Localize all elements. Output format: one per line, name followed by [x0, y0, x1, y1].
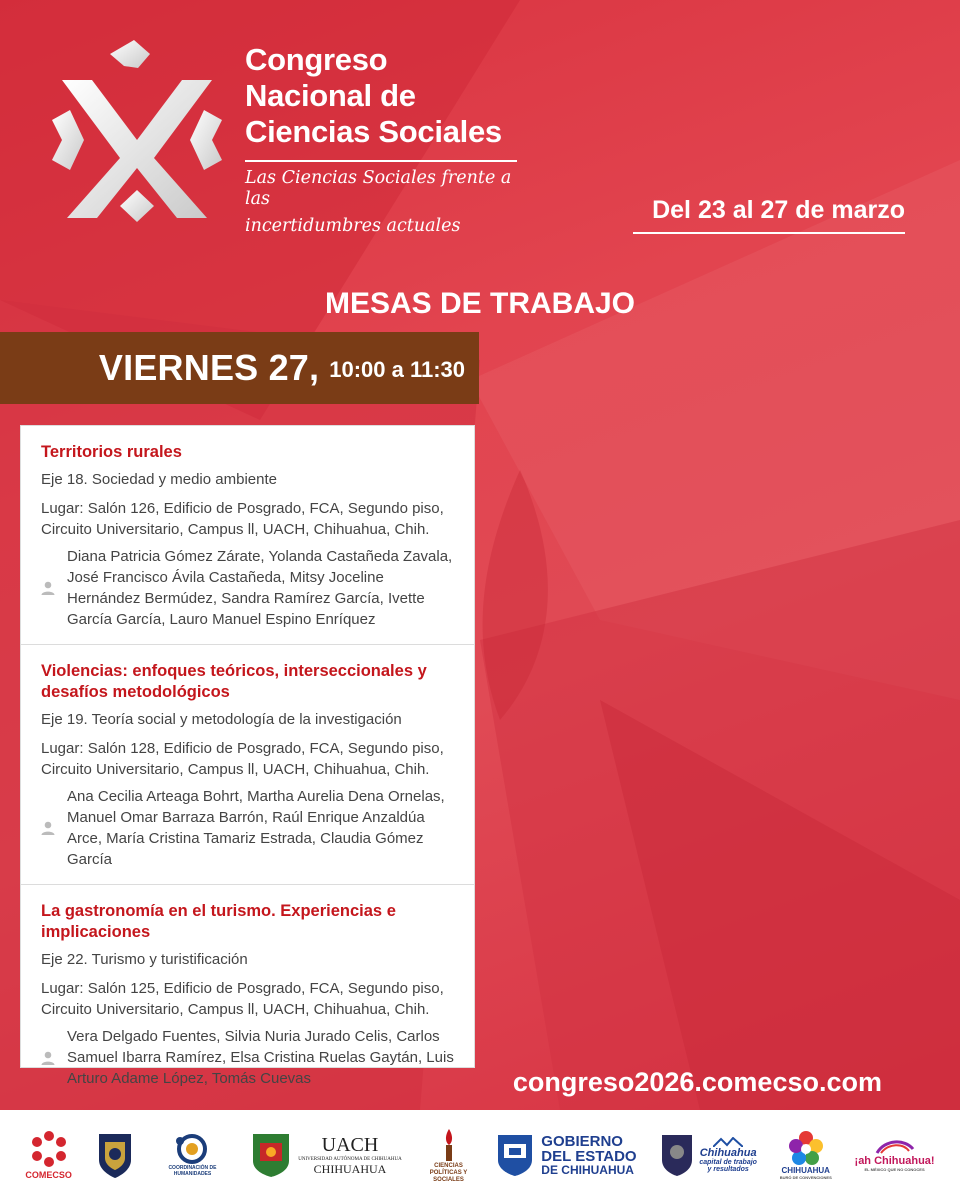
uach-logo	[250, 1131, 401, 1179]
ah-chihuahua-logo	[855, 1139, 935, 1172]
mountain-icon	[713, 1137, 743, 1147]
uach-label: UACH	[321, 1133, 379, 1156]
title-line: Nacional de	[245, 78, 416, 113]
ah-chihuahua-label: ¡ah Chihuahua!	[854, 1154, 935, 1167]
session-item	[21, 885, 474, 1103]
participant-names: Diana Patricia Gómez Zárate, Yolanda Castañeda Zavala, José Francisco Ávila Castañeda, Mitsy Joceline Hernández Bermúdez, Sandra Ramírez García, Ivette García García, Lauro Manuel Espino Enríquez	[67, 548, 453, 628]
subtitle-line: Las Ciencias Sociales frente a las	[245, 168, 512, 209]
sessions-card	[20, 425, 475, 1087]
municipio-label: capital de trabajo	[699, 1159, 757, 1166]
gobierno-label: GOBIERNO	[541, 1132, 623, 1150]
municipio-shield-icon	[659, 1132, 695, 1178]
divider	[633, 232, 905, 234]
ciencias-politicas-logo	[425, 1127, 473, 1184]
ah-chihuahua-sub-label: EL MÉXICO QUE NO CONOCES	[864, 1166, 925, 1172]
section-title: MESAS DE TRABAJO	[324, 287, 636, 320]
comecso-logo	[25, 1130, 72, 1180]
divider	[245, 160, 517, 162]
session-title: Violencias: enfoques teóricos, interseccionales y desafíos metodológicos	[41, 662, 427, 701]
congress-title-block	[245, 42, 525, 237]
person-icon	[41, 581, 67, 595]
gobierno-shield-icon	[495, 1132, 535, 1178]
event-dates: Del 23 al 27 de marzo	[652, 196, 905, 224]
chihuahua-buro-logo	[780, 1130, 832, 1180]
gobierno-label: DEL ESTADO	[541, 1147, 637, 1165]
session-item	[21, 645, 474, 885]
congress-logo	[52, 40, 222, 230]
subtitle-line: incertidumbres actuales	[245, 216, 461, 236]
buro-sub-label: BURÓ DE CONVENCIONES	[779, 1175, 832, 1180]
person-icon	[41, 821, 67, 835]
person-icon	[41, 1051, 67, 1065]
uach-city-label: CHIHUAHUA	[313, 1161, 387, 1176]
buro-flower-icon	[787, 1130, 825, 1166]
session-location: Lugar: Salón 126, Edificio de Posgrado, FCA, Segundo piso, Circuito Universitario, Campus ll, UACH, Chihuahua, Chih.	[41, 500, 444, 538]
coordinacion-humanidades-logo	[157, 1133, 227, 1177]
humanidades-label: COORDINACIÓN DE HUMANIDADES	[168, 1165, 217, 1177]
municipio-label: Chihuahua	[699, 1147, 757, 1159]
session-axis: Eje 18. Sociedad y medio ambiente	[41, 471, 277, 488]
municipio-chihuahua-logo	[659, 1132, 757, 1178]
session-item	[21, 426, 474, 645]
ciencias-politicas-label: CIENCIAS POLÍTICAS Y SOCIALES	[429, 1162, 468, 1183]
unam-logo	[95, 1130, 135, 1180]
session-participants	[41, 546, 460, 630]
session-location: Lugar: Salón 125, Edificio de Posgrado, FCA, Segundo piso, Circuito Universitario, Campus ll, UACH, Chihuahua, Chih.	[41, 980, 444, 1018]
day-time: 10:00 a 11:30	[329, 357, 465, 382]
session-title: Territorios rurales	[41, 443, 182, 461]
swoosh-icon	[875, 1139, 915, 1155]
participant-names: Ana Cecilia Arteaga Bohrt, Martha Aurelia Dena Ornelas, Manuel Omar Barraza Barrón, Raúl Enrique Anzaldúa Arce, María Cristina Tamariz Estrada, Claudia Gómez García	[67, 788, 445, 868]
session-location: Lugar: Salón 128, Edificio de Posgrado, FCA, Segundo piso, Circuito Universitario, Campus ll, UACH, Chihuahua, Chih.	[41, 740, 444, 778]
day-name: VIERNES 27,	[98, 347, 320, 388]
website-link[interactable]: congreso2026.comecso.com	[512, 1067, 882, 1097]
title-line: Congreso	[245, 42, 388, 77]
sponsor-footer	[0, 1110, 960, 1200]
session-participants	[41, 786, 460, 870]
participant-names: Vera Delgado Fuentes, Silvia Nuria Jurado Celis, Carlos Samuel Ibarra Ramírez, Elsa Cristina Ruelas Gaytán, Luis Arturo Adame López, Tomás Cuevas	[67, 1028, 454, 1087]
uach-shield-icon	[250, 1131, 292, 1179]
session-axis: Eje 19. Teoría social y metodología de la investigación	[41, 711, 402, 728]
gobierno-label: DE CHIHUAHUA	[541, 1162, 634, 1177]
session-participants	[41, 1026, 460, 1089]
session-axis: Eje 22. Turismo y turistificación	[41, 951, 248, 968]
comecso-label: COMECSO	[25, 1170, 72, 1180]
buro-label: CHIHUAHUA	[781, 1166, 830, 1175]
municipio-label: y resultados	[707, 1166, 749, 1173]
x-logo-icon	[52, 40, 222, 230]
session-title: La gastronomía en el turismo. Experiencias e implicaciones	[41, 902, 396, 941]
uach-sub-label: UNIVERSIDAD AUTÓNOMA DE CHIHUAHUA	[298, 1156, 402, 1162]
torch-icon	[438, 1127, 460, 1163]
comecso-flower-icon	[28, 1130, 70, 1168]
gobierno-estado-logo	[495, 1132, 636, 1178]
humanidades-icon	[172, 1133, 212, 1165]
day-banner	[0, 332, 479, 404]
title-line: Ciencias Sociales	[245, 114, 502, 149]
unam-shield-icon	[95, 1130, 135, 1180]
